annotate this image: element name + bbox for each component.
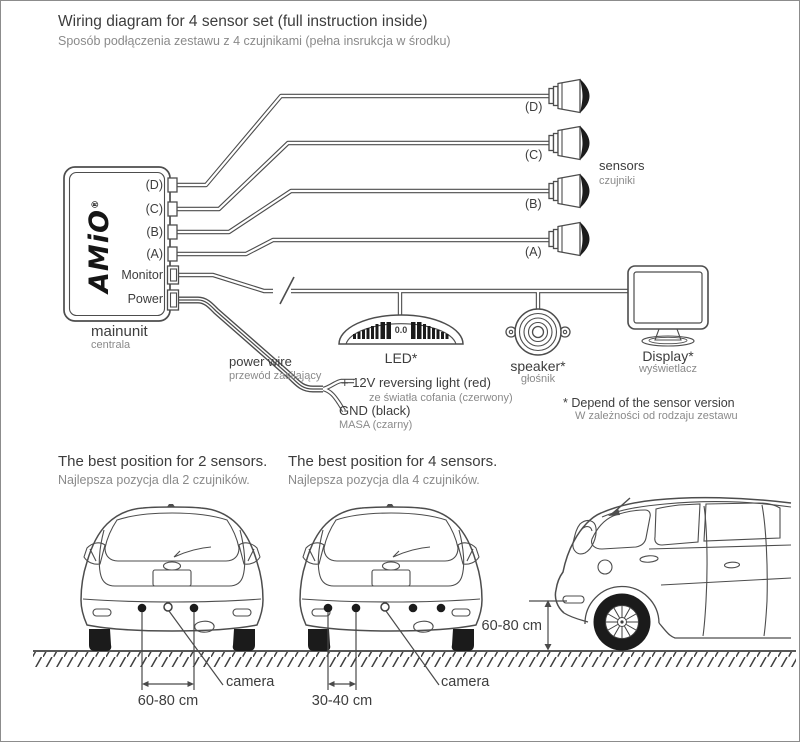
best-position-4-subtitle: Najlepsza pozycja dla 4 czujników.	[288, 473, 480, 487]
sensor-b	[549, 174, 590, 208]
footnote: * Depend of the sensor version	[563, 396, 735, 410]
camera-dot	[381, 603, 389, 611]
speaker-label: speaker*	[510, 358, 566, 374]
led-value: 0.0	[394, 325, 408, 335]
registered-mark: ®	[91, 199, 101, 210]
port-label-monitor: Monitor	[121, 268, 163, 282]
camera-dot	[164, 603, 172, 611]
camera-label-middle: camera	[441, 674, 490, 690]
distance-2-sensors: 60-80 cm	[137, 693, 199, 709]
gnd-label: GND (black)	[339, 403, 411, 418]
best-position-2-title: The best position for 2 sensors.	[58, 453, 268, 470]
car-rear-4-sensors	[300, 504, 482, 651]
ground	[33, 651, 796, 667]
camera-label-left: camera	[226, 674, 275, 690]
sensor-c	[549, 126, 590, 160]
car-side-view	[555, 498, 791, 651]
port-label-c: (C)	[145, 202, 163, 216]
best-position-2-subtitle: Najlepsza pozycja dla 2 czujników.	[58, 473, 250, 487]
footnote-pl: W zależności od rodzaju zestawu	[575, 410, 738, 422]
sensor-label-a: (A)	[525, 245, 542, 259]
speaker-label-pl: głośnik	[520, 373, 556, 385]
best-position-4-title: The best position for 4 sensors.	[288, 453, 498, 470]
sensors-label: sensors	[599, 158, 645, 173]
main-unit-name: mainunit	[91, 323, 148, 340]
power-wire-label-pl: przewód zasilający	[229, 370, 322, 382]
port-label-b: (B)	[146, 225, 163, 239]
led-label: LED*	[384, 350, 418, 366]
wheel	[594, 594, 651, 651]
car-rear-2-sensors	[81, 504, 263, 651]
sensor-label-c: (C)	[525, 148, 543, 162]
distance-4-sensors: 30-40 cm	[311, 693, 373, 709]
page-subtitle: Sposób podłączenia zestawu z 4 czujnikami (pełna insrukcja w środku)	[58, 34, 451, 48]
port-label-d: (D)	[145, 178, 163, 192]
reversing-light-label-pl: ze światła cofania (czerwony)	[369, 392, 513, 404]
display-monitor	[628, 266, 708, 346]
port-label-a: (A)	[146, 247, 163, 261]
speaker	[506, 309, 570, 355]
sensor-height-label: 60-80 cm	[481, 618, 542, 634]
display-label-pl: wyświetlacz	[638, 363, 698, 375]
sensor-label-b: (B)	[525, 197, 542, 211]
page-title: Wiring diagram for 4 sensor set (full instruction inside)	[58, 13, 428, 30]
gnd-label-pl: MASA (czarny)	[339, 419, 413, 431]
main-unit-name-pl: centrala	[91, 339, 131, 351]
sensors-label-pl: czujniki	[599, 175, 636, 187]
sensor-d	[549, 79, 590, 113]
port-label-power: Power	[127, 292, 163, 306]
amio-logo-text: AMiO	[84, 209, 115, 293]
power-wire-label: power wire	[229, 354, 292, 369]
sensor-label-d: (D)	[525, 100, 543, 114]
display-label: Display*	[642, 348, 694, 364]
reversing-light-label: + 12V reversing light (red)	[341, 375, 491, 390]
sensor-a	[549, 222, 590, 256]
